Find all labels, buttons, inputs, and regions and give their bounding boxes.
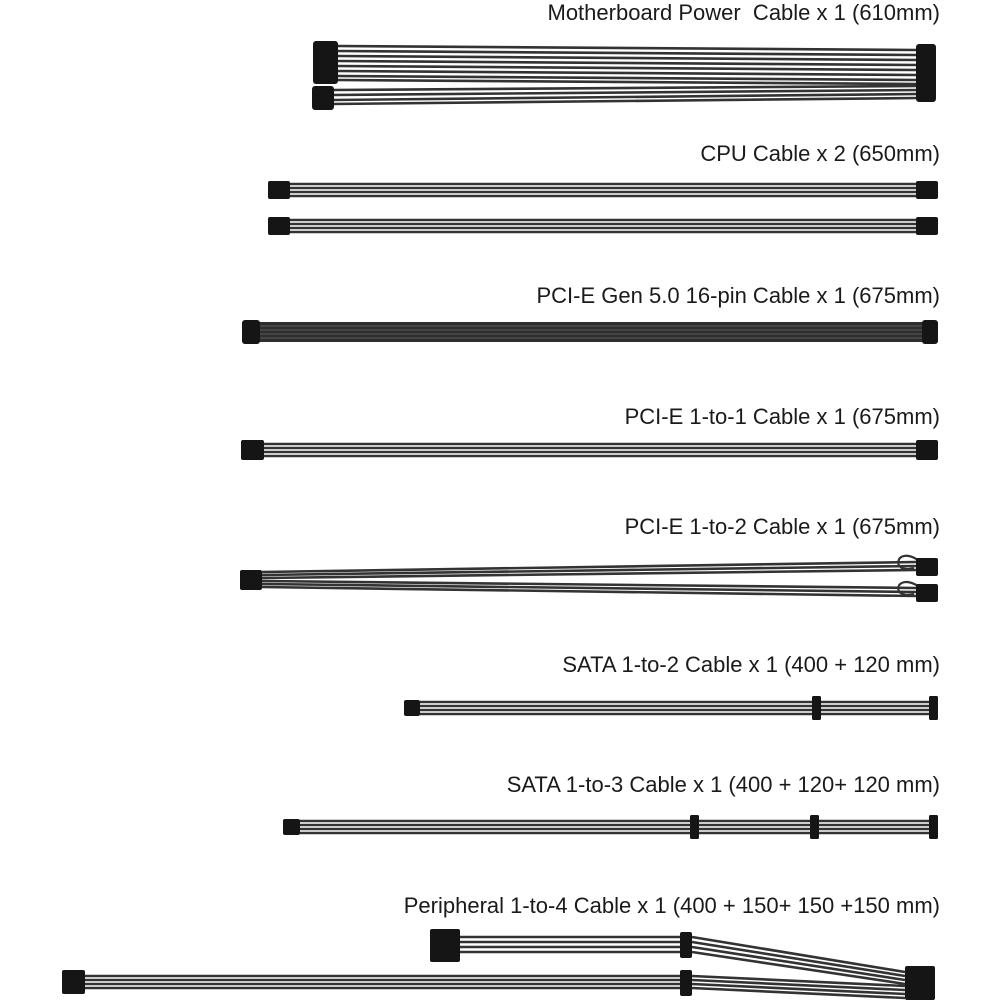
- sata-1to3-cable-image: [283, 815, 938, 839]
- peripheral-molex-connector-2: [680, 932, 692, 958]
- peripheral-molex-connector-4: [905, 966, 935, 1000]
- pcie-gen5-cable-label: PCI-E Gen 5.0 16-pin Cable x 1 (675mm): [536, 283, 940, 308]
- cpu-cable-2-left-connector: [268, 217, 290, 235]
- pcie-1to2-cable-label: PCI-E 1-to-2 Cable x 1 (675mm): [624, 514, 940, 539]
- pcie-1to1-left-connector: [241, 440, 264, 460]
- peripheral-molex-connector-1: [430, 929, 460, 962]
- pcie-gen5-wire-bundle: [258, 322, 924, 342]
- cpu-cable-1-right-connector: [916, 181, 938, 199]
- motherboard-side-wires: [332, 86, 918, 104]
- cpu-cable-2-wires: [290, 220, 916, 232]
- sata-1to2-wires: [420, 702, 930, 714]
- sata-1to3-cable-label: SATA 1-to-3 Cable x 1 (400 + 120+ 120 mm): [506, 772, 940, 797]
- sata-1to3-connector-2: [810, 815, 819, 839]
- pcie-1to2-cable-image: [240, 556, 938, 602]
- peripheral-fan-wires: [692, 937, 905, 998]
- sata-1to3-connector-3: [929, 815, 938, 839]
- peripheral-1to4-cable-image: [62, 929, 935, 1000]
- sata-1to2-connector-2: [929, 696, 938, 720]
- cpu-cable-2-right-connector: [916, 217, 938, 235]
- peripheral-upper-wires: [460, 937, 680, 952]
- motherboard-psu-connector: [916, 44, 936, 102]
- motherboard-cable-image: [312, 41, 936, 110]
- pcie-1to1-cable-image: [241, 440, 938, 460]
- cpu-cable-image: [268, 181, 938, 235]
- pcie-1to2-right-connector-1: [916, 558, 938, 576]
- pcie-gen5-left-connector: [242, 320, 260, 344]
- sata-1to2-cable-image: [404, 696, 938, 720]
- sata-1to3-connector-1: [690, 815, 699, 839]
- peripheral-main-wires: [85, 976, 680, 988]
- sata-1to2-connector-1: [812, 696, 821, 720]
- sata-1to3-psu-connector: [283, 819, 300, 835]
- motherboard-cable-label: Motherboard Power Cable x 1 (610mm): [547, 0, 940, 25]
- pcie-1to2-right-connector-2: [916, 584, 938, 602]
- pcie-1to2-left-connector: [240, 570, 262, 590]
- pcie-1to2-lower-branch: [262, 581, 916, 596]
- cpu-cable-label: CPU Cable x 2 (650mm): [700, 141, 940, 166]
- pcie-1to1-cable-label: PCI-E 1-to-1 Cable x 1 (675mm): [624, 404, 940, 429]
- pcie-gen5-right-connector: [922, 320, 938, 344]
- pcie-1to2-upper-branch: [262, 562, 916, 578]
- sata-1to2-cable-label: SATA 1-to-2 Cable x 1 (400 + 120 mm): [562, 652, 940, 677]
- motherboard-20pin-connector: [313, 41, 338, 84]
- peripheral-molex-connector-3: [680, 970, 692, 996]
- sata-1to2-psu-connector: [404, 700, 420, 716]
- peripheral-psu-connector: [62, 970, 85, 994]
- pcie-1to1-wires: [264, 444, 916, 456]
- pcie-1to1-right-connector: [916, 440, 938, 460]
- cpu-cable-1-left-connector: [268, 181, 290, 199]
- pcie-gen5-cable-image: [242, 320, 938, 344]
- motherboard-main-wires: [338, 46, 918, 84]
- cpu-cable-1-wires: [290, 184, 916, 196]
- motherboard-4pin-connector: [312, 86, 334, 110]
- peripheral-1to4-cable-label: Peripheral 1-to-4 Cable x 1 (400 + 150+ 150 +150 mm): [403, 893, 940, 918]
- sata-1to3-wires: [300, 821, 930, 833]
